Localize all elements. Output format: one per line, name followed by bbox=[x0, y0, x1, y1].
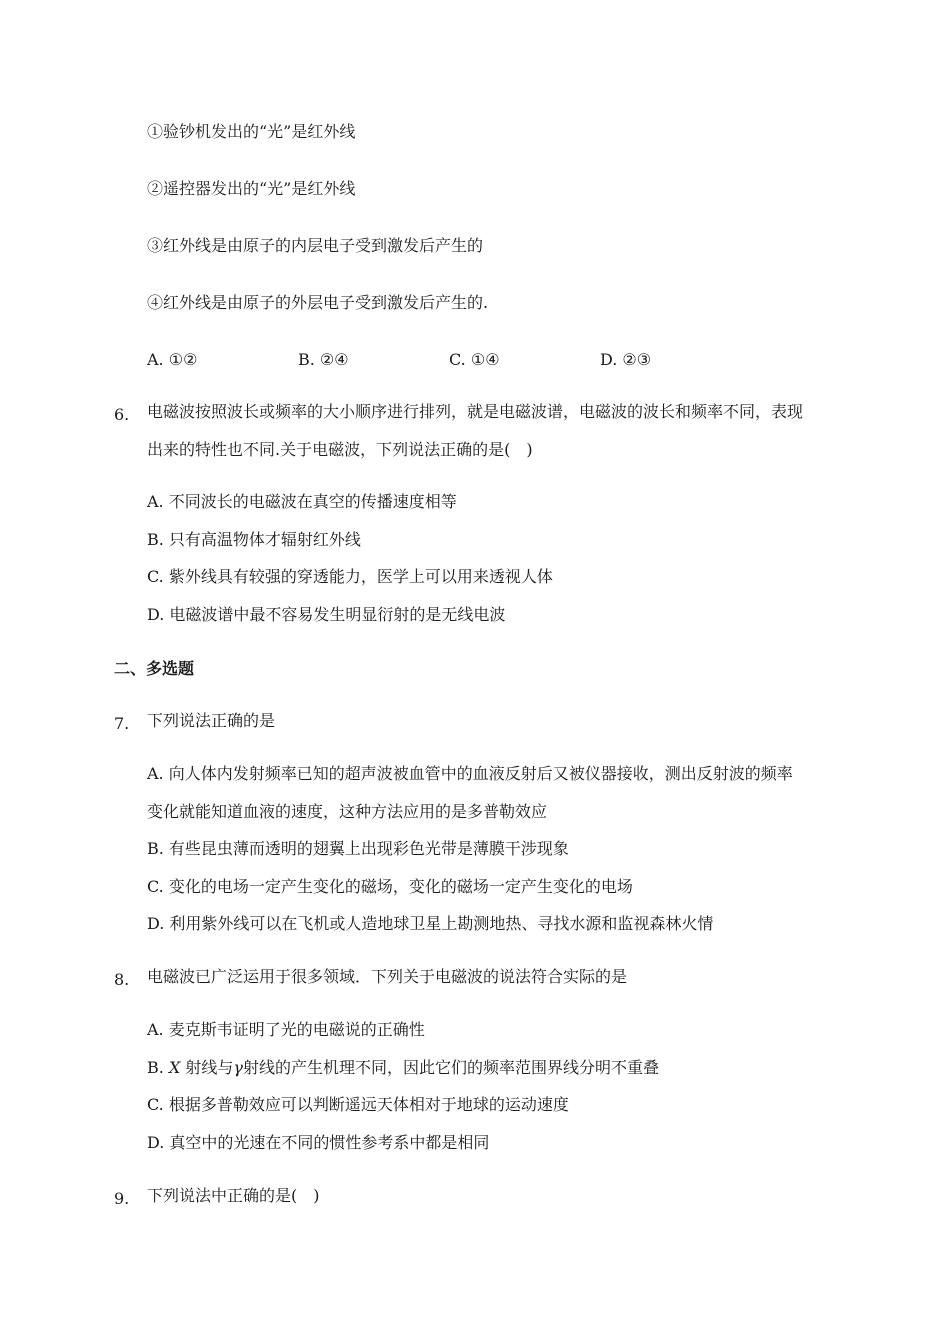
q6-option-a[interactable]: A. 不同波长的电磁波在真空的传播速度相等 bbox=[147, 492, 457, 511]
q7-option-a-line2: 变化就能知道血液的速度，这种方法应用的是多普勒效应 bbox=[147, 802, 548, 821]
q5-option-c[interactable]: C. ①④ bbox=[449, 350, 500, 369]
q7-option-c[interactable]: C. 变化的电场一定产生变化的磁场，变化的磁场一定产生变化的电场 bbox=[147, 877, 633, 896]
q6-stem-line2: 出来的特性也不同.关于电磁波，下列说法正确的是( ) bbox=[147, 440, 533, 459]
q8-option-b-prefix: B. bbox=[147, 1058, 169, 1077]
q6-stem-line1: 电磁波按照波长或频率的大小顺序进行排列，就是电磁波谱，电磁波的波长和频率不同，表现 bbox=[147, 402, 804, 421]
q6-number: 6. bbox=[114, 405, 130, 424]
q8-option-d[interactable]: D. 真空中的光速在不同的惯性参考系中都是相同 bbox=[147, 1133, 490, 1152]
q8-option-b-mid: 射线与 bbox=[180, 1058, 234, 1077]
statement-4: ④红外线是由原子的外层电子受到激发后产生的. bbox=[147, 293, 489, 312]
q9-number: 9. bbox=[114, 1189, 130, 1208]
statement-2: ②遥控器发出的“光”是红外线 bbox=[147, 179, 356, 198]
section-heading-multiple-choice: 二、多选题 bbox=[114, 659, 195, 678]
q6-option-b[interactable]: B. 只有高温物体才辐射红外线 bbox=[147, 530, 361, 549]
q8-option-c[interactable]: C. 根据多普勒效应可以判断遥远天体相对于地球的运动速度 bbox=[147, 1095, 569, 1114]
q7-option-d[interactable]: D. 利用紫外线可以在飞机或人造地球卫星上勘测地热、寻找水源和监视森林火情 bbox=[147, 914, 714, 933]
q8-option-b-gamma-symbol: γ bbox=[233, 1058, 243, 1077]
q7-option-a-line1[interactable]: A. 向人体内发射频率已知的超声波被血管中的血液反射后又被仪器接收，测出反射波的频率 bbox=[147, 764, 793, 783]
q6-option-d[interactable]: D. 电磁波谱中最不容易发生明显衍射的是无线电波 bbox=[147, 605, 506, 624]
q5-option-b[interactable]: B. ②④ bbox=[298, 350, 349, 369]
q7-stem: 下列说法正确的是 bbox=[147, 711, 276, 730]
q8-option-b[interactable] bbox=[147, 1058, 659, 1078]
q8-stem: 电磁波已广泛运用于很多领域．下列关于电磁波的说法符合实际的是 bbox=[147, 967, 628, 986]
q8-option-b-x-symbol: X bbox=[168, 1058, 181, 1077]
q9-stem: 下列说法中正确的是( ) bbox=[147, 1186, 320, 1205]
q7-number: 7. bbox=[114, 714, 130, 733]
q8-number: 8. bbox=[114, 970, 130, 989]
q5-option-a[interactable]: A. ①② bbox=[147, 350, 198, 369]
q8-option-b-rest: 射线的产生机理不同，因此它们的频率范围界线分明不重叠 bbox=[242, 1058, 659, 1077]
statement-1: ①验钞机发出的“光”是红外线 bbox=[147, 122, 356, 141]
q6-option-c[interactable]: C. 紫外线具有较强的穿透能力，医学上可以用来透视人体 bbox=[147, 567, 553, 586]
q7-option-b[interactable]: B. 有些昆虫薄而透明的翅翼上出现彩色光带是薄膜干涉现象 bbox=[147, 839, 569, 858]
statement-3: ③红外线是由原子的内层电子受到激发后产生的 bbox=[147, 236, 484, 255]
q8-option-a[interactable]: A. 麦克斯韦证明了光的电磁说的正确性 bbox=[147, 1020, 425, 1039]
q5-option-d[interactable]: D. ②③ bbox=[600, 350, 652, 369]
